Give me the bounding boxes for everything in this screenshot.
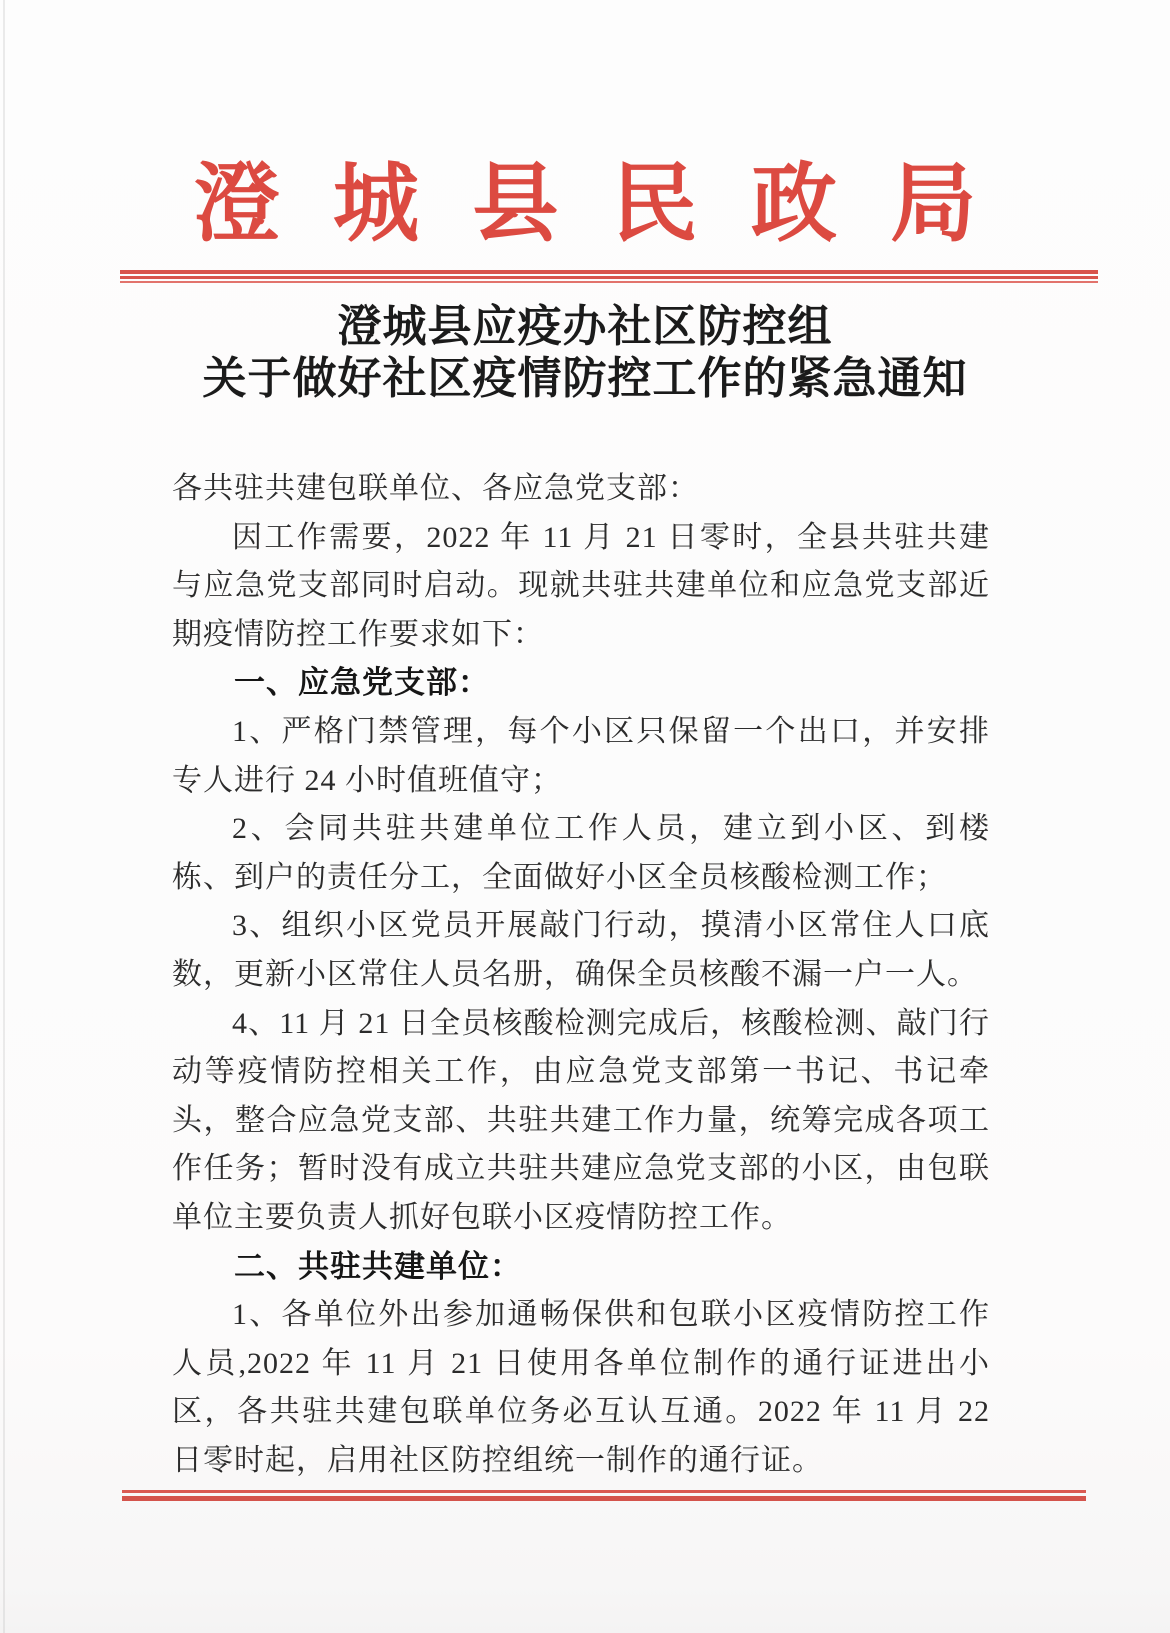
document-title-line2: 关于做好社区疫情防控工作的紧急通知: [202, 353, 968, 404]
section1-item-2: 2、会同共驻共建单位工作人员，建立到小区、到楼栋、到户的责任分工，全面做好小区全员核酸检测工作；: [172, 812, 990, 894]
section1-heading: 一、应急党支部：: [234, 665, 490, 702]
salutation-line: 各共驻共建包联单位、各应急党支部：: [172, 472, 699, 505]
intro-paragraph: 因工作需要，2022 年 11 月 21 日零时，全县共驻共建与应急党支部同时启动。现就共驻共建单位和应急党支部近期疫情防控工作要求如下：: [172, 520, 990, 651]
letterhead-divider-rule: [120, 270, 1098, 283]
document-body: [172, 465, 990, 1485]
footer-divider-rule: [122, 1490, 1086, 1501]
section1-item-3: 3、组织小区党员开展敲门行动，摸清小区常住人口底数，更新小区常住人员名册，确保全员核酸不漏一户一人。: [172, 909, 990, 991]
section1-item-4: 4、11 月 21 日全员核酸检测完成后，核酸检测、敲门行动等疫情防控相关工作，由应急党支部第一书记、书记牵头，整合应急党支部、共驻共建工作力量，统筹完成各项工作任务；暂时没有成立共驻共建应急党支部的小区，由包联单位主要负责人抓好包联小区疫情防控工作。: [172, 1006, 990, 1234]
document-title: [0, 301, 1170, 405]
section1-item-1: 1、严格门禁管理，每个小区只保留一个出口，并安排专人进行 24 小时值班值守；: [172, 714, 990, 797]
letterhead-title: 澄城县民政局: [193, 156, 1030, 252]
section2-item-1: 1、各单位外出参加通畅保供和包联小区疫情防控工作人员,2022 年 11 月 21 日使用各单位制作的通行证进出小区，各共驻共建包联单位务必互认互通。2022 年 11 月 22 日零时起，启用社区防控组统一制作的通行证。: [172, 1298, 990, 1477]
section2-heading: 二、共驻共建单位：: [234, 1248, 522, 1285]
document-title-line1: 澄城县应疫办社区防控组: [337, 301, 833, 352]
